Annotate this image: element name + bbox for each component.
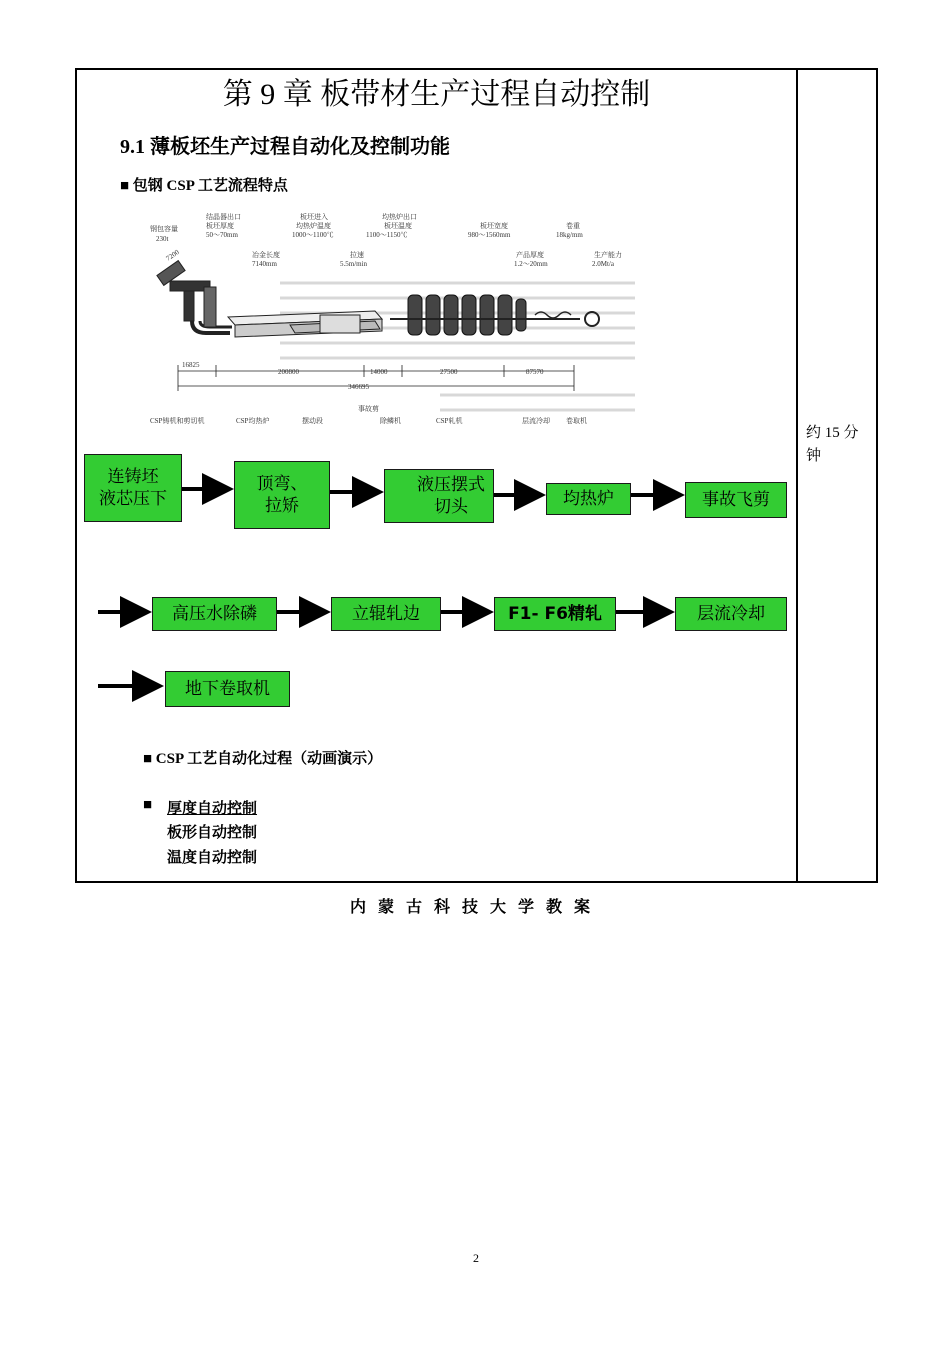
dim-87570: 87570 bbox=[526, 368, 544, 376]
page-number: 2 bbox=[473, 1251, 479, 1265]
label-exit-b: 板坯温度 bbox=[384, 222, 412, 230]
flow-box-descaling: 高压水除磷 bbox=[152, 597, 277, 631]
flow-box-furnace: 均热炉 bbox=[546, 483, 631, 515]
flow-box-emergency-shear: 事故飞剪 bbox=[685, 482, 787, 518]
label-coil-b: 18kg/mm bbox=[556, 231, 583, 239]
bullet-csp-features: ■ 包钢 CSP 工艺流程特点 bbox=[120, 178, 288, 194]
dim-14000: 14000 bbox=[370, 368, 388, 376]
label-mill: CSP轧机 bbox=[436, 417, 463, 425]
label-metlen-b: 7140mm bbox=[252, 260, 277, 268]
label-tilt: 7200 bbox=[164, 248, 181, 263]
link-thickness-control[interactable]: 厚度自动控制 bbox=[167, 801, 258, 817]
label-caster: CSP铸机和剪切机 bbox=[150, 417, 205, 425]
label-mold-b: 板坯厚度 bbox=[206, 222, 234, 230]
label-enter-b: 均热炉温度 bbox=[296, 222, 331, 230]
label-cooling: 层流冷却 bbox=[522, 417, 550, 425]
dim-200800: 200800 bbox=[278, 368, 299, 376]
bullet-marker: ■ bbox=[143, 797, 153, 813]
label-shear: 事故剪 bbox=[358, 405, 379, 413]
label-furnace: CSP均热炉 bbox=[236, 417, 270, 425]
flow-box-finishing: F1- F6精轧 bbox=[494, 597, 616, 631]
label-coil-a: 卷重 bbox=[566, 222, 580, 230]
label-cap-b: 2.0Mt/a bbox=[592, 260, 614, 268]
flow-box-caster: 连铸坯 液芯压下 bbox=[84, 454, 182, 522]
label-speed-a: 拉速 bbox=[350, 251, 364, 259]
bullet-automation-demo: ■ CSP 工艺自动化过程（动画演示） bbox=[143, 751, 383, 767]
item-temperature-control: 温度自动控制 bbox=[167, 850, 258, 866]
label-swing: 摆动段 bbox=[302, 417, 323, 425]
label-exit-c: 1100～1150℃ bbox=[366, 231, 408, 239]
chapter-title: 第 9 章 板带材生产过程自动控制 bbox=[222, 78, 651, 111]
label-width-b: 980～1560mm bbox=[468, 231, 511, 239]
flow-box-cooling: 层流冷却 bbox=[675, 597, 787, 631]
label-metlen-a: 冶金长度 bbox=[252, 251, 280, 259]
label-mold-a: 结晶器出口 bbox=[206, 213, 241, 221]
label-cap-a: 生产能力 bbox=[594, 251, 622, 259]
label-descaler: 除鳞机 bbox=[380, 417, 401, 425]
label-thick-a: 产品厚度 bbox=[516, 251, 544, 259]
label-coiler: 卷取机 bbox=[566, 417, 587, 425]
label-width-a: 板坯宽度 bbox=[480, 222, 508, 230]
dim-27500: 27500 bbox=[440, 368, 458, 376]
label-enter-a: 板坯进入 bbox=[300, 213, 328, 221]
item-shape-control: 板形自动控制 bbox=[167, 825, 258, 841]
label-ladle-a: 钢包容量 bbox=[150, 225, 178, 233]
label-thick-b: 1.2～20mm bbox=[514, 260, 548, 268]
flow-box-bending: 顶弯、 拉矫 bbox=[234, 461, 330, 529]
label-exit-a: 均热炉出口 bbox=[382, 213, 417, 221]
section-heading: 9.1 薄板坯生产过程自动化及控制功能 bbox=[120, 136, 450, 158]
flow-box-coiler: 地下卷取机 bbox=[165, 671, 290, 707]
label-ladle-b: 230t bbox=[156, 235, 169, 243]
dim-346695: 346695 bbox=[348, 383, 369, 391]
dim-16825: 16825 bbox=[182, 361, 200, 369]
label-enter-c: 1000～1100℃ bbox=[292, 231, 334, 239]
flow-box-crop-shear: 液压摆式 切头 bbox=[384, 469, 494, 523]
footer-university: 内蒙古科技大学教案 bbox=[349, 899, 602, 916]
duration-note: 约 15 分钟 bbox=[806, 425, 859, 464]
label-mold-c: 50～70mm bbox=[206, 231, 238, 239]
label-speed-b: 5.5m/min bbox=[340, 260, 368, 268]
flow-box-edger: 立辊轧边 bbox=[331, 597, 441, 631]
